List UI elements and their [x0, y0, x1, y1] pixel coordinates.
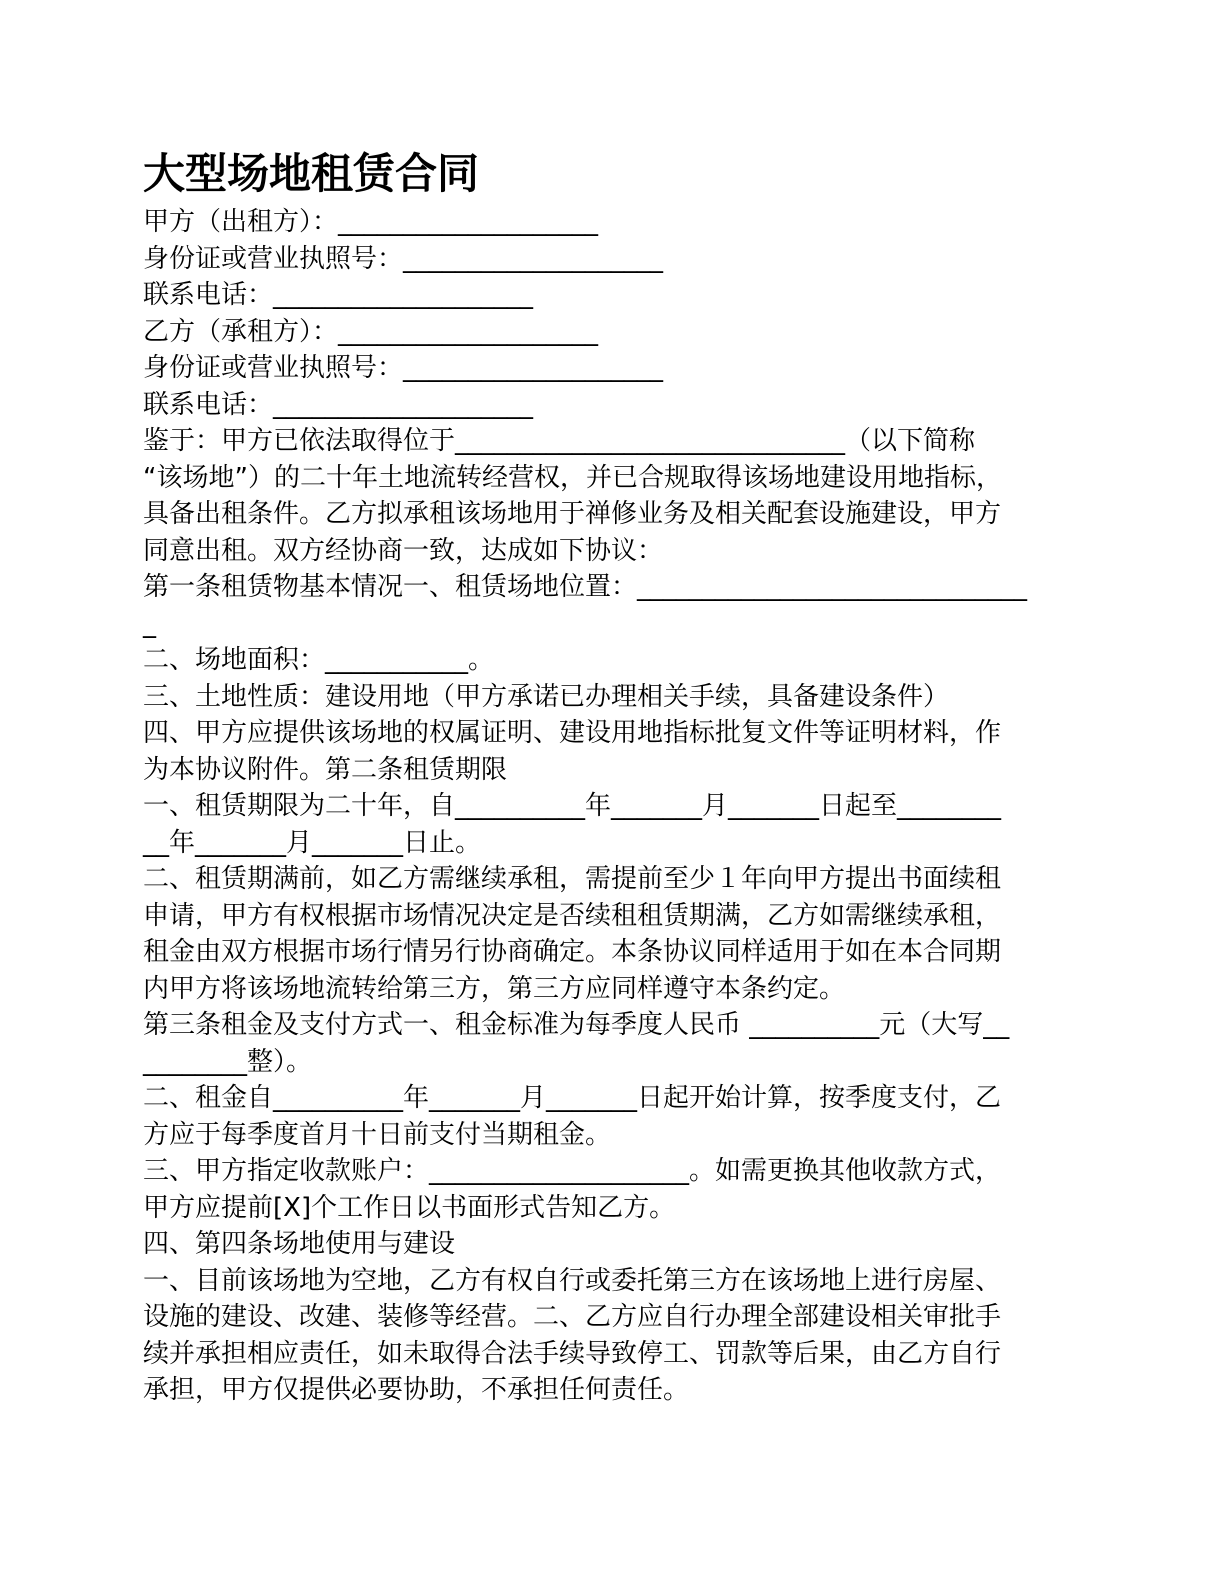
text-line: 具备出租条件。乙方拟承租该场地用于禅修业务及相关配套设施建设，甲方	[143, 499, 1002, 529]
text-line: 设施的建设、改建、装修等经营。二、乙方应自行办理全部建设相关审批手	[143, 1302, 1002, 1332]
text-line: 一、租赁期限为二十年，自__________年_______月_______日起至________	[143, 791, 1002, 821]
document-body	[143, 204, 1093, 1409]
text-line: 四、第四条场地使用与建设	[143, 1229, 456, 1259]
text-line: 乙方（承租方）：____________________	[143, 316, 599, 347]
text-line: 二、租赁期满前，如乙方需继续承租，需提前至少１年向甲方提出书面续租	[143, 864, 1002, 894]
text-line: ________整）。	[143, 1046, 313, 1077]
text-line: 二、场地面积：___________。	[143, 645, 495, 675]
text-line: __年_______月_______日止。	[143, 827, 482, 858]
text-line: 内甲方将该场地流转给第三方，第三方应同样遵守本条约定。	[143, 973, 846, 1004]
text-line: 联系电话：____________________	[143, 389, 534, 420]
text-line: 甲方应提前[X]个工作日以书面形式告知乙方。	[143, 1192, 676, 1223]
text-line: 三、甲方指定收款账户：____________________。如需更换其他收款方式，	[143, 1156, 1002, 1186]
text-line: 一、目前该场地为空地，乙方有权自行或委托第三方在该场地上进行房屋、	[143, 1265, 1002, 1296]
text-line: 身份证或营业执照号：____________________	[143, 353, 664, 383]
text-line: 第一条租赁物基本情况一、租赁场地位置：______________________________	[143, 572, 1028, 602]
text-line: 四、甲方应提供该场地的权属证明、建设用地指标批复文件等证明材料，作	[143, 718, 1002, 748]
text-line: 三、土地性质：建设用地（甲方承诺已办理相关手续，具备建设条件）	[143, 681, 950, 712]
text-line: 租金由双方根据市场行情另行协商确定。本条协议同样适用于如在本合同期	[143, 937, 1002, 967]
text-line: “该场地”）的二十年土地流转经营权，并已合规取得该场地建设用地指标，	[143, 462, 1002, 493]
document-page	[143, 148, 1093, 1409]
text-line: 二、租金自__________年_______月_______日起开始计算，按季度支付，乙	[143, 1083, 1002, 1113]
text-line: 身份证或营业执照号：____________________	[143, 243, 664, 274]
text-line: 同意出租。双方经协商一致，达成如下协议：	[143, 535, 664, 566]
text-line: _	[143, 608, 156, 639]
text-line: 为本协议附件。第二条租赁期限	[143, 754, 508, 785]
text-line: 第三条租金及支付方式一、租金标准为每季度人民币 __________元（大写__	[143, 1010, 1010, 1040]
text-line: 申请，甲方有权根据市场情况决定是否续租租赁期满，乙方如需继续承租，	[143, 900, 1002, 931]
text-line: 鉴于：甲方已依法取得位于______________________________（以下简称	[143, 426, 976, 456]
document-title: 大型场地租赁合同	[143, 149, 480, 198]
text-line: 方应于每季度首月十日前支付当期租金。	[143, 1119, 612, 1150]
text-line: 联系电话：____________________	[143, 280, 534, 310]
text-line: 甲方（出租方）：____________________	[143, 207, 599, 237]
text-line: 续并承担相应责任，如未取得合法手续导致停工、罚款等后果，由乙方自行	[143, 1338, 1002, 1369]
text-line: 承担，甲方仅提供必要协助，不承担任何责任。	[143, 1375, 690, 1405]
